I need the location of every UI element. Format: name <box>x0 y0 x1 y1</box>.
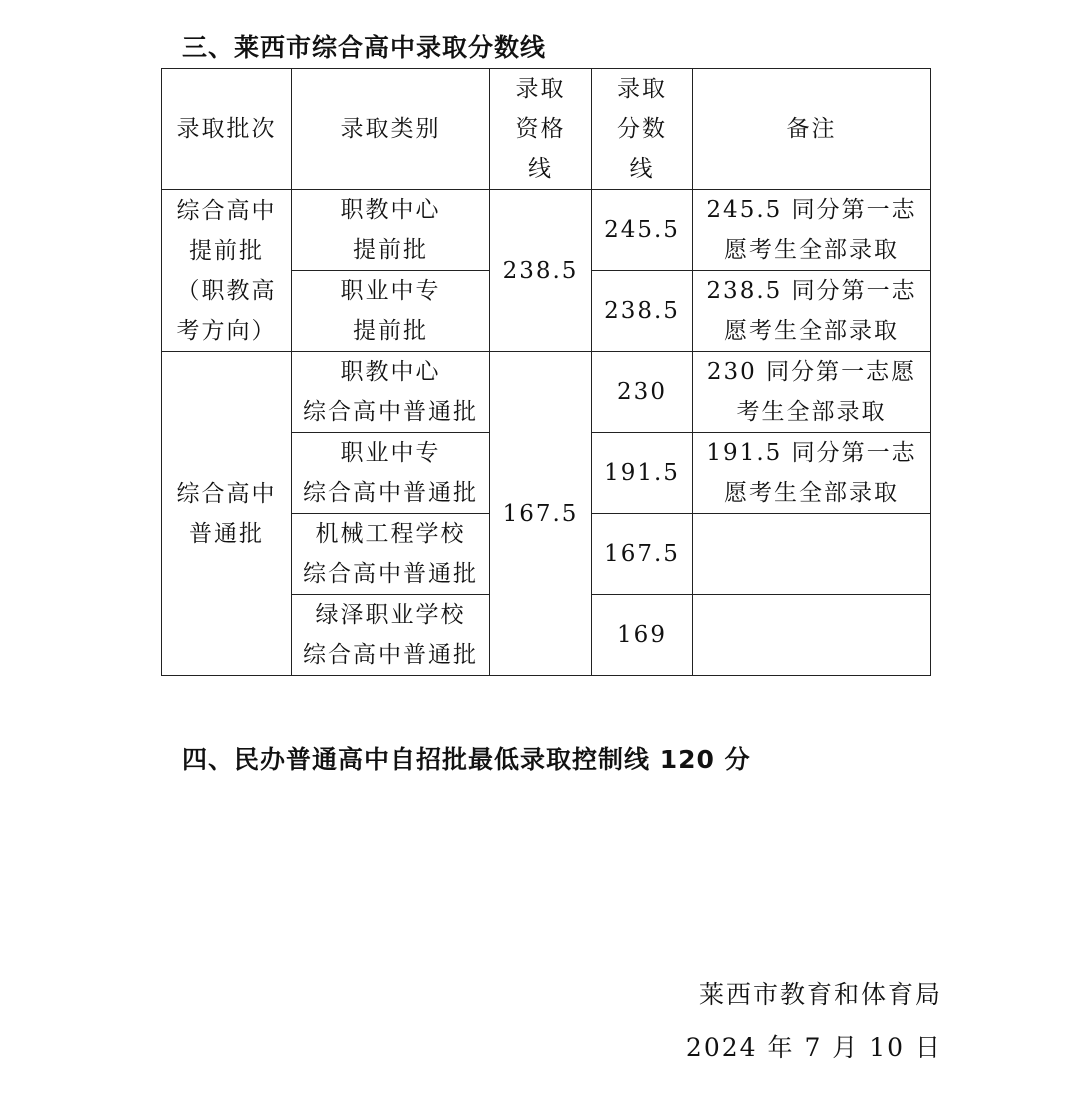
header-batch: 录取批次 <box>162 69 292 190</box>
section4-heading: 四、民办普通高中自招批最低录取控制线 120 分 <box>182 745 751 774</box>
table-header-row <box>162 69 931 190</box>
category-cell: 职业中专 综合高中普通批 <box>292 433 490 514</box>
qualification-cell-early: 238.5 <box>490 190 592 352</box>
header-score-line: 录取 分数 线 <box>592 69 693 190</box>
header-remark: 备注 <box>693 69 931 190</box>
remark-cell-empty <box>693 595 931 676</box>
category-cell: 机械工程学校 综合高中普通批 <box>292 514 490 595</box>
table-row <box>162 352 931 433</box>
remark-cell: 245.5 同分第一志 愿考生全部录取 <box>693 190 931 271</box>
category-cell: 职教中心 提前批 <box>292 190 490 271</box>
remark-cell: 230 同分第一志愿 考生全部录取 <box>693 352 931 433</box>
header-qualification-line: 录取 资格 线 <box>490 69 592 190</box>
score-cell: 191.5 <box>592 433 693 514</box>
remark-cell: 238.5 同分第一志 愿考生全部录取 <box>693 271 931 352</box>
issue-date: 2024 年 7 月 10 日 <box>685 1033 942 1062</box>
score-cell: 167.5 <box>592 514 693 595</box>
qualification-cell-regular: 167.5 <box>490 352 592 676</box>
score-cell: 169 <box>592 595 693 676</box>
remark-cell: 191.5 同分第一志 愿考生全部录取 <box>693 433 931 514</box>
category-cell: 职业中专 提前批 <box>292 271 490 352</box>
score-cell: 230 <box>592 352 693 433</box>
admission-score-table <box>161 68 931 676</box>
section3-heading: 三、莱西市综合高中录取分数线 <box>182 33 547 62</box>
batch-cell-regular: 综合高中 普通批 <box>162 352 292 676</box>
category-cell: 职教中心 综合高中普通批 <box>292 352 490 433</box>
issuer-name: 莱西市教育和体育局 <box>698 980 942 1009</box>
score-cell: 245.5 <box>592 190 693 271</box>
score-cell: 238.5 <box>592 271 693 352</box>
table-row <box>162 190 931 271</box>
batch-cell-early: 综合高中 提前批 （职教高 考方向） <box>162 190 292 352</box>
category-cell: 绿泽职业学校 综合高中普通批 <box>292 595 490 676</box>
header-category: 录取类别 <box>292 69 490 190</box>
remark-cell-empty <box>693 514 931 595</box>
